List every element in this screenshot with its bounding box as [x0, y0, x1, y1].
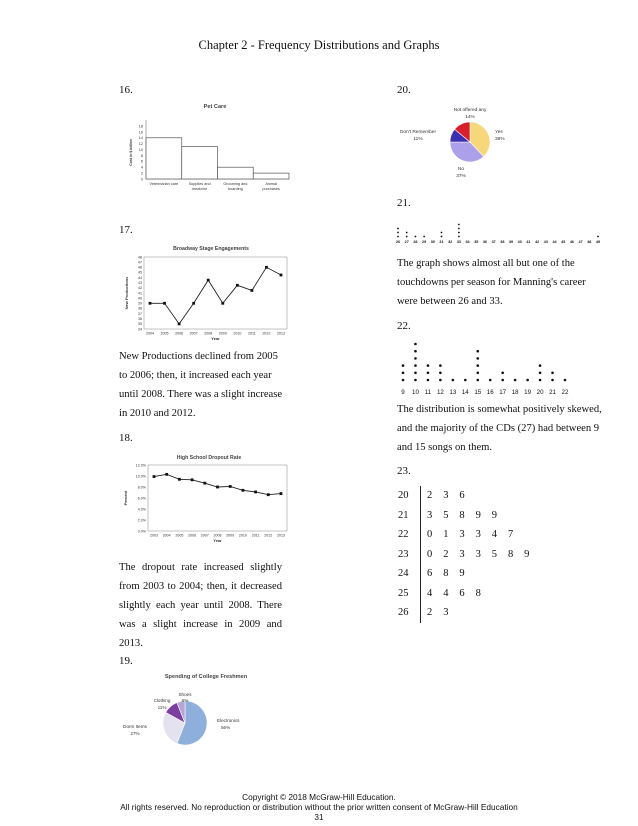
leaf-value: 9 [459, 568, 465, 580]
data-point [207, 279, 210, 282]
leaves-cell [421, 506, 541, 526]
dot [427, 379, 430, 382]
data-point [250, 289, 253, 292]
y-axis-label: Percent [123, 490, 128, 506]
leaf-value: 0 [427, 529, 433, 541]
stem-leaf-row [392, 584, 540, 604]
problem-16-number: 16. [119, 84, 133, 96]
leaf-value: 6 [459, 490, 465, 502]
stem-value: 20 [392, 486, 421, 506]
dot [476, 372, 479, 375]
y-tick-label: 2.0% [137, 518, 146, 523]
x-tick-label: 2010 [233, 331, 242, 336]
dot [501, 372, 504, 375]
y-tick-label: 40 [138, 296, 142, 301]
leaf-value: 6 [427, 568, 433, 580]
axis-tick-label: 12 [436, 389, 444, 396]
axis-tick-label: 49 [595, 240, 601, 244]
y-tick-label: 4 [140, 165, 143, 170]
slice-label: Don't Remember [399, 130, 437, 135]
leaf-value: 5 [491, 548, 497, 560]
dot [439, 379, 442, 382]
dot [402, 379, 405, 382]
dot [458, 228, 460, 230]
leaf-value: 3 [459, 529, 465, 541]
bar [182, 147, 218, 179]
x-axis-label: Year [213, 538, 222, 543]
problem-17-text: New Productions declined from 2005 to 2006; then, it increased each year until 2008. There was a slight increase in 2010 and 2012. [119, 351, 283, 419]
axis-tick-label: 29 [422, 240, 427, 244]
x-tick-label: 2009 [218, 331, 227, 336]
leaf-value: 3 [475, 548, 481, 560]
y-tick-label: 44 [138, 275, 142, 280]
dot [458, 224, 460, 226]
stem-value: 23 [392, 545, 421, 565]
slice-percent: 27% [130, 731, 140, 736]
leaf-value: 8 [475, 587, 481, 599]
slice-label: Dorm Items [123, 724, 147, 729]
dot [441, 232, 443, 234]
dot [406, 232, 408, 234]
y-axis-label: New Productions [124, 276, 129, 310]
x-tick-label: 2011 [248, 331, 256, 336]
dot [402, 372, 405, 375]
axis-tick-label: 15 [474, 389, 482, 396]
axis-tick-label: 37 [491, 240, 496, 244]
dot [458, 236, 460, 238]
data-point [280, 274, 283, 277]
slice-percent: 37% [456, 174, 466, 179]
leaf-value: 8 [507, 548, 514, 560]
y-tick-label: 12.0% [135, 463, 146, 468]
axis-tick-label: 35 [474, 240, 479, 244]
dot [539, 379, 542, 382]
leaf-value: 9 [475, 509, 481, 521]
leaf-value: 8 [443, 568, 449, 580]
touchdowns-dot-plot [393, 217, 603, 247]
axis-tick-label: 47 [578, 240, 583, 244]
broadway-line-chart [119, 243, 291, 343]
footer-copyright: Copyright © 2018 McGraw-Hill Education. [242, 792, 396, 802]
y-tick-label: 35 [138, 322, 142, 327]
data-point [216, 486, 219, 489]
slice-label: Yes [495, 130, 503, 135]
axis-tick-label: 18 [511, 389, 519, 396]
problem-23-number: 23. [397, 465, 411, 477]
leaf-value: 2 [427, 607, 433, 619]
x-tick-label: 2005 [175, 533, 184, 538]
dot [514, 379, 517, 382]
data-point [280, 492, 283, 495]
dot [414, 350, 417, 353]
problem-21-number: 21. [397, 197, 411, 209]
data-point [265, 266, 268, 269]
leaf-value: 3 [427, 509, 433, 521]
dot [452, 379, 455, 382]
slice-percent: 38% [495, 137, 505, 142]
stem-value: 26 [392, 603, 421, 623]
leaf-value: 3 [443, 607, 449, 619]
dot [402, 364, 405, 367]
dot [439, 372, 442, 375]
problem-18-text: The dropout rate increased slightly from 2003 to 2004; then, it decreased slightly each year until 2008. There was a slight increase in 2009 and 2013. [119, 562, 282, 649]
axis-tick-label: 20 [536, 389, 544, 396]
leaf-value: 4 [443, 587, 449, 599]
chart-title: Spending of College Freshmen [164, 674, 248, 680]
x-tick-label: 2007 [189, 331, 198, 336]
axis-tick-label: 48 [587, 240, 592, 244]
x-tick-label: 2006 [188, 533, 197, 538]
axis-tick-label: 45 [561, 240, 566, 244]
x-tick-label: 2004 [146, 331, 154, 336]
slice-label: Not offered any [453, 108, 487, 113]
axis-tick-label: 33 [456, 240, 461, 244]
y-tick-label: 16 [138, 130, 143, 135]
problem-19-number: 19. [119, 655, 133, 667]
leaves-cell [421, 545, 541, 565]
dot [414, 236, 416, 238]
stem-leaf-row [392, 525, 540, 545]
survey-pie-chart [398, 104, 528, 182]
leaf-value: 4 [427, 587, 433, 599]
freshmen-spending-pie-chart [119, 670, 289, 748]
x-tick-label: 2008 [204, 331, 213, 336]
series-line [154, 474, 281, 494]
axis-tick-label: 44 [552, 240, 557, 244]
x-tick-label: Supplies and [188, 182, 211, 186]
dot [458, 232, 460, 234]
x-tick-label: 2013 [277, 331, 285, 336]
data-point [153, 475, 156, 478]
data-point [242, 489, 245, 492]
y-tick-label: 38 [138, 306, 142, 311]
data-point [165, 473, 168, 476]
y-tick-label: 34 [138, 327, 142, 332]
axis-tick-label: 10 [412, 389, 419, 396]
series-line [150, 267, 281, 324]
leaf-value: 9 [524, 548, 530, 560]
slice-percent: 11% [157, 705, 167, 710]
x-tick-label: 2007 [200, 533, 209, 538]
dot [439, 364, 442, 367]
dot [539, 372, 542, 375]
y-tick-label: 45 [138, 270, 142, 275]
dot [476, 350, 479, 353]
data-point [149, 302, 152, 305]
y-tick-label: 12 [138, 142, 143, 147]
axis-tick-label: 14 [461, 389, 469, 396]
x-tick-label: purchases [262, 187, 280, 191]
dot [414, 364, 417, 367]
leaves-cell [421, 486, 541, 506]
leaf-value: 3 [459, 548, 465, 560]
dot [427, 364, 430, 367]
axis-tick-label: 40 [517, 240, 522, 244]
dot [476, 379, 479, 382]
dot [539, 364, 542, 367]
data-point [254, 491, 257, 494]
axis-tick-label: 27 [404, 240, 409, 244]
slice-percent: 6% [181, 698, 189, 703]
axis-tick-label: 30 [430, 240, 435, 244]
chart-title: Pet Care [203, 104, 227, 110]
y-tick-label: 46 [138, 265, 142, 270]
leaves-cell [421, 584, 541, 604]
x-tick-label: 2012 [262, 331, 271, 336]
y-tick-label: 6 [140, 159, 143, 164]
x-tick-label: Veterinarian care [149, 182, 179, 186]
data-point [178, 322, 181, 325]
dot [489, 379, 492, 382]
leaf-value: 6 [459, 587, 465, 599]
y-tick-label: 37 [138, 311, 142, 316]
chart-title: Broadway Stage Engagements [173, 246, 249, 252]
data-point [178, 478, 181, 481]
axis-tick-label: 19 [524, 389, 532, 396]
dot [501, 379, 504, 382]
y-tick-label: 4.0% [137, 507, 146, 512]
dot [406, 236, 408, 238]
problem-22-number: 22. [397, 320, 411, 332]
x-tick-label: 2006 [175, 331, 184, 336]
axis-tick-label: 31 [439, 240, 444, 244]
axis-tick-label: 26 [395, 240, 401, 244]
y-tick-label: 8.0% [137, 485, 146, 490]
leaf-value: 3 [443, 490, 449, 502]
dot [414, 372, 417, 375]
x-tick-label: 2012 [264, 533, 273, 538]
dot [597, 236, 599, 238]
axis-tick-label: 34 [465, 240, 470, 244]
y-tick-label: 48 [138, 255, 142, 260]
x-tick-label: 2003 [150, 533, 158, 538]
slice-percent: 56% [221, 725, 231, 730]
slice-percent: 11% [413, 137, 423, 142]
dot [476, 364, 479, 367]
x-tick-label: 2008 [213, 533, 222, 538]
data-point [191, 478, 194, 481]
stem-leaf-row [392, 506, 540, 526]
axis-tick-label: 46 [569, 240, 574, 244]
chart-title: High School Dropout Rate [176, 455, 242, 461]
x-tick-label: 2004 [162, 533, 171, 538]
leaves-cell [421, 564, 541, 584]
leaves-cell [421, 603, 541, 623]
leaf-value: 7 [507, 529, 514, 541]
problem-20-number: 20. [397, 84, 411, 96]
axis-tick-label: 17 [499, 389, 507, 396]
slice-label: Shoes [178, 692, 192, 697]
y-tick-label: 43 [138, 281, 142, 286]
slice-label: No [457, 167, 465, 172]
leaf-value: 9 [491, 509, 497, 521]
data-point [203, 482, 206, 485]
problem-21-text: The graph shows almost all but one of the touchdowns per season for Manning's career were between 26 and 33. [397, 258, 586, 307]
dot [414, 343, 417, 346]
slice-label: Clothing [153, 698, 171, 703]
page-title: Chapter 2 - Frequency Distributions and Graphs [198, 38, 440, 52]
x-tick-label: medicine [192, 187, 208, 191]
y-tick-label: 39 [138, 301, 142, 306]
y-axis-label: Cost in $ billion [129, 139, 133, 166]
y-tick-label: 42 [138, 286, 142, 291]
data-point [163, 302, 166, 305]
axis-tick-label: 13 [449, 389, 457, 396]
axis-tick-label: 11 [424, 389, 432, 396]
x-tick-label: 2010 [238, 533, 247, 538]
stem-leaf-row [392, 545, 540, 565]
x-tick-label: 2013 [277, 533, 285, 538]
y-tick-label: 36 [138, 317, 142, 322]
x-tick-label: 2011 [251, 533, 260, 538]
dot [427, 372, 430, 375]
x-axis-label: Year [211, 336, 220, 341]
dot [441, 236, 443, 238]
x-tick-label: Grooming and [223, 182, 248, 186]
y-tick-label: 8 [140, 153, 143, 158]
leaf-value: 8 [459, 509, 465, 521]
x-tick-label: 2009 [226, 533, 235, 538]
axis-tick-label: 36 [482, 240, 488, 244]
dot [564, 379, 567, 382]
stem-leaf-row [392, 564, 540, 584]
dot [551, 379, 554, 382]
leaves-cell [421, 525, 541, 545]
dot [414, 357, 417, 360]
dot [423, 236, 425, 238]
y-tick-label: 0.0% [137, 529, 146, 534]
y-tick-label: 2 [140, 171, 143, 176]
dot [464, 379, 467, 382]
dot [414, 379, 417, 382]
slice-label: Electronics [217, 718, 240, 723]
data-point [267, 493, 270, 496]
x-tick-label: boarding [227, 187, 243, 191]
leaf-value: 2 [443, 548, 449, 560]
axis-tick-label: 21 [549, 389, 556, 396]
bar [146, 138, 182, 179]
axis-tick-label: 39 [508, 240, 514, 244]
leaf-value: 3 [475, 529, 481, 541]
page-number: 31 [314, 812, 324, 822]
problem-18-number: 18. [119, 432, 133, 444]
dot [397, 232, 399, 234]
dot [476, 357, 479, 360]
axis-tick-label: 16 [486, 389, 494, 396]
leaf-value: 2 [427, 490, 433, 502]
footer-rights: All rights reserved. No reproduction or distribution without the prior written consent of McGraw-Hill Education [120, 802, 518, 812]
x-tick-label: Animal [265, 182, 277, 186]
stem-and-leaf-table [392, 486, 540, 623]
dropout-line-chart [119, 452, 291, 552]
y-tick-label: 10 [138, 147, 143, 152]
axis-tick-label: 42 [535, 240, 540, 244]
y-tick-label: 47 [138, 260, 142, 265]
axis-tick-label: 28 [413, 240, 418, 244]
axis-tick-label: 43 [543, 240, 548, 244]
leaf-value: 5 [443, 509, 449, 521]
y-tick-label: 41 [138, 291, 142, 296]
data-point [236, 284, 239, 287]
axis-tick-label: 22 [561, 389, 569, 396]
stem-leaf-row [392, 486, 540, 506]
y-tick-label: 14 [138, 136, 143, 141]
x-tick-label: 2005 [160, 331, 169, 336]
stem-value: 24 [392, 564, 421, 584]
axis-tick-label: 32 [448, 240, 453, 244]
bar [218, 167, 254, 179]
leaf-value: 4 [491, 529, 497, 541]
pet-care-bar-chart [119, 100, 299, 208]
axis-tick-label: 9 [401, 389, 405, 396]
problem-17-number: 17. [119, 224, 133, 236]
dot [551, 372, 554, 375]
dot [397, 228, 399, 230]
dot [397, 236, 399, 238]
dot [526, 379, 529, 382]
data-point [229, 485, 232, 488]
leaf-value: 0 [427, 548, 433, 560]
slice-percent: 14% [465, 115, 475, 120]
axis-tick-label: 38 [500, 240, 505, 244]
stem-value: 25 [392, 584, 421, 604]
stem-value: 22 [392, 525, 421, 545]
y-tick-label: 10.0% [135, 474, 146, 479]
stem-leaf-row [392, 603, 540, 623]
axis-tick-label: 41 [526, 240, 531, 244]
leaf-value: 1 [443, 529, 449, 541]
data-point [221, 302, 224, 305]
y-tick-label: 0 [140, 177, 143, 182]
problem-22-text: The distribution is somewhat positively skewed, and the majority of the CDs (27) had between 9 and 15 songs on them. [397, 404, 602, 453]
bar [253, 173, 289, 179]
songs-dot-plot [393, 336, 573, 398]
y-tick-label: 6.0% [137, 496, 146, 501]
data-point [192, 302, 195, 305]
stem-value: 21 [392, 506, 421, 526]
y-tick-label: 18 [138, 124, 143, 129]
